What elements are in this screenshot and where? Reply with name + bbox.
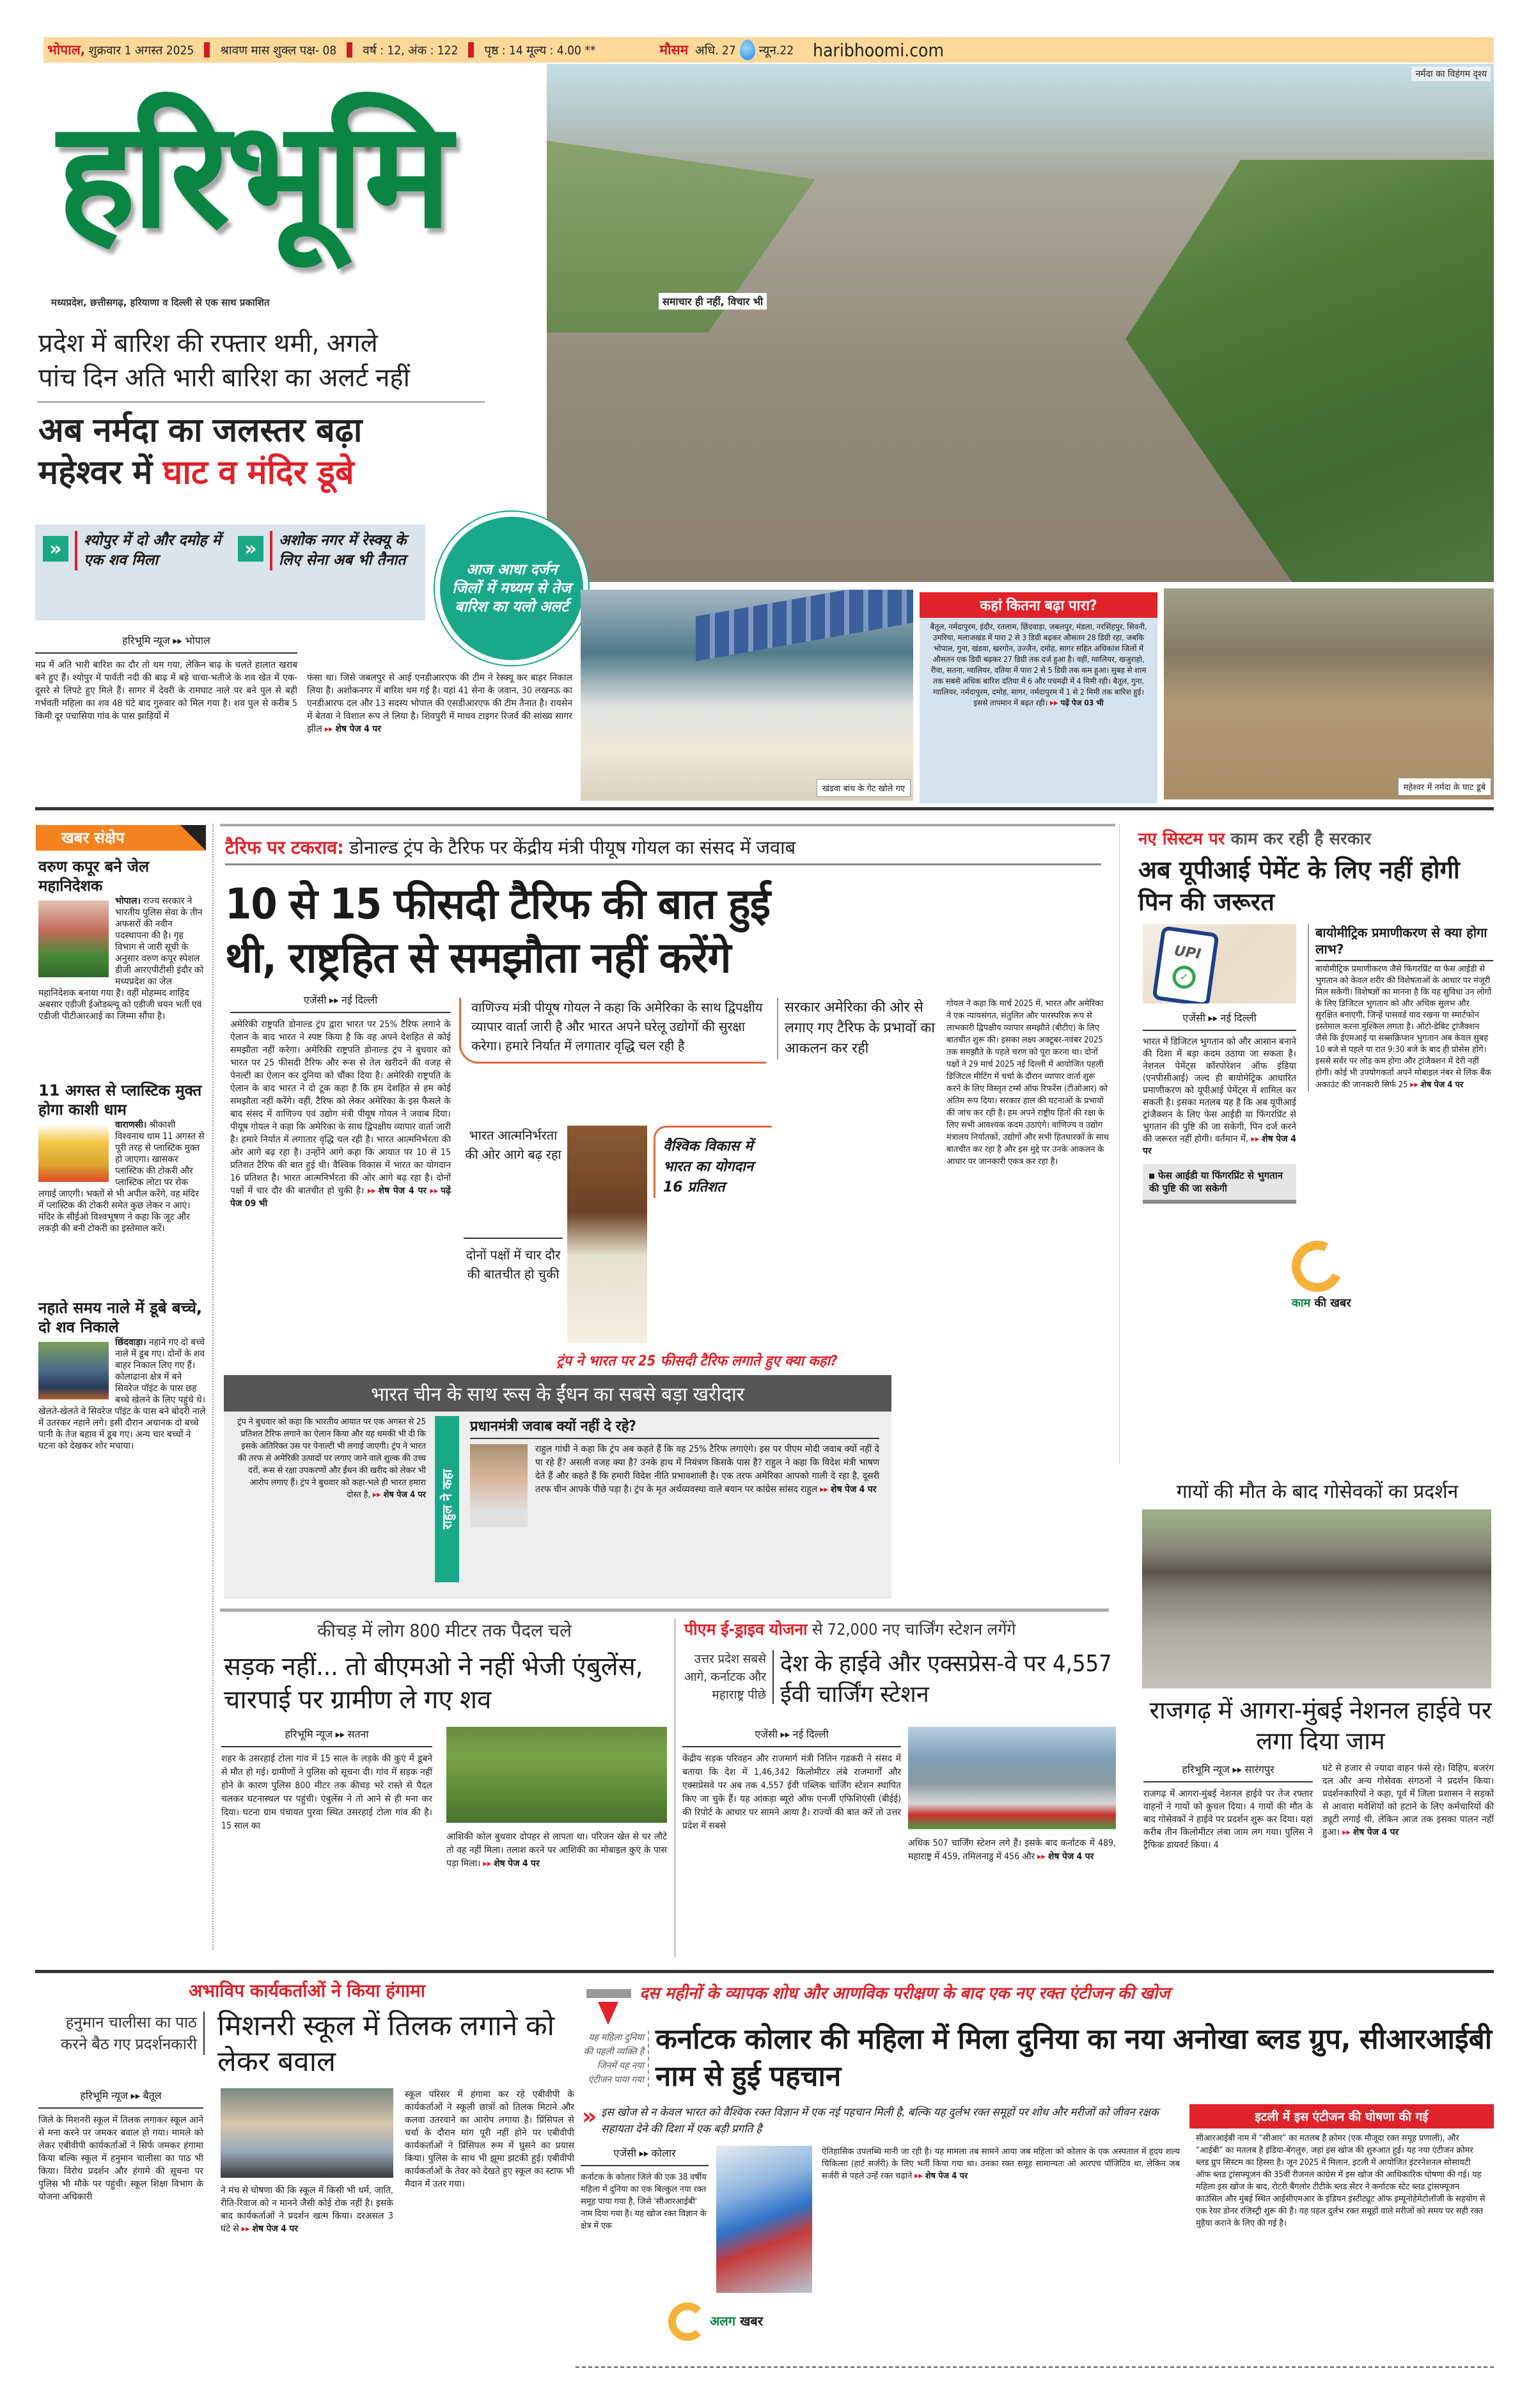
lead-headline-red: घाट व मंदिर डूबे [162,453,354,492]
headline-line2: थी, राष्ट्रहित से समझौता नहीं करेंगे [225,933,731,982]
goyal-quote: वाणिज्य मंत्री पीयूष गोयल ने कहा कि अमेरिका के साथ द्विपक्षीय व्यापार वार्ता जारी है और भारत अपने घरेलू उद्योगों की सुरक्षा करेगा। हमारे निर्यात में लगातार वृद्धि चल रही है [459,998,766,1064]
decor-bar [586,1989,631,1998]
separator [204,42,210,58]
blood-sample-photo [716,2146,812,2293]
ambulance-body-col1: शहर के उसरहाई टोला गांव में 15 साल के लड़के की कुएं में डूबने से मौत हो गई। ग्रामीणों ने पुलिस को सूचना दी। गांव में सड़क नहीं होने के कारण पुलिस 800 मीटर तक कीचड़ भरे रास्ते से पैदल चलकर घटनास्थल पर पहुंची। एंबुलेंस ने तो आने से ही मना कर दिया। घटना ग्राम पंचायत पुरवा स्थित उसरहाई टोला गांव की है। 15 साल का [221,1754,432,1831]
upi-photo [1143,924,1296,1003]
tariff-side [777,998,940,1059]
lead-body-col2: फंसा था। जिसे जबलपुर से आई एनडीआरएफ की टीम ने रेस्क्यू कर बाहर निकाल लिया है। अशोकनगर में बारिश थम गई है। यहां 41 सेना के जवान, 30 लखनऊ का एनडीआरफ दल और 13 सदस्य भोपाल की एसडीआरएफ की टीम तैनात है। रायसेन में बेतवा ने विशाल रूप ले लिया है। शिवपुरी में माधव टाइगर रिजर्व की सांख्य सागर झील [307,673,572,734]
cow-col2 [1322,1762,1494,1839]
byline: एजेंसी ▸▸ नई दिल्ली [1143,1011,1296,1031]
dashed-divider [576,2366,1494,2368]
subpoint [230,524,425,620]
blood-headline[interactable]: कर्नाटक कोलार की महिला में मिला दुनिया का नया अनोखा ब्लड ग्रुप, सीआरआईबी नाम से हुई पहचान [655,2023,1493,2093]
continued-link[interactable]: ▸▸ शेष पेज 4 पर [1410,1080,1463,1090]
column-divider [1119,824,1120,1463]
cow-headline[interactable]: राजगढ़ में आगरा-मुंबई नेशनल हाईवे पर लगा दिया जाम [1149,1696,1492,1755]
phone-icon [1152,925,1219,1003]
chevron-right-icon: » [238,536,263,562]
ev-kicker [684,1618,1116,1640]
school-body-col2: ने मंच से घोषणा की कि स्कूल में किसी भी धर्म, जाति, रीति-रिवाज को न मानने जैसी कोई रोक नहीं है। इसके बाद कार्यकर्ताओं ने प्रदर्शन खत्म किया। दरअसल 3 घंटे से [221,2185,393,2234]
tithi: श्रावण मास शुक्ल पक्ष- 08 [220,43,337,58]
school-col2 [221,2184,393,2235]
continued-link[interactable]: ▸▸ शेष पेज 4 पर [242,2224,298,2234]
dateline: छिंदवाड़ा। [115,1337,146,1348]
brief-item[interactable] [38,1081,206,1234]
ev-col1 [682,1727,901,1833]
pm-body: राहुल गांधी ने कहा कि ट्रंप अब कहते हैं कि वह 25% टैरिफ लगाएंगे। इस पर पीएम मोदी जवाब क्यों नहीं दे पा रहे हैं? असली वजह क्या है? उनके हाथ में नियंत्रण किसके पास है? राहुल ने कहा कि विदेश मंत्री भाषण देते हैं और कहते हैं कि हमारी विदेश नीति प्रभावशाली है। एक तरफ अमेरिका आपको गाली दे रहा है, दूसरी तरफ चीन आपके पीछे पड़ा है। ट्रंप के मृत अर्थव्यवस्था वाले बयान पर कांग्रेस सांसद राहुल [535,1444,879,1495]
photo-caption: महेश्वर में नर्मदा के घाट डूबे [1398,778,1491,796]
max-temp: अधि. 27 [695,43,736,58]
blood-side-headline: यह महिला दुनिया की पहली व्यक्ति है जिनमें यह नया एंटीजन पाया गया [579,2031,649,2087]
lead-kicker-line2: पांच दिन अति भारी बारिश का अलर्ट नहीं [38,363,411,393]
photo-caption: खंडवा बांध के गेट खोले गए [817,779,911,797]
school-body-col1: जिले के मिशनरी स्कूल में तिलक लगाकर स्कूल आने से मना करने पर जमकर बवाल हो गया। मामले को लेकर एबीवीपी कार्यकर्ताओं ने सिर्फ जमकर हंगामा किया बल्कि स्कूल में हनुमान चालीसा का पाठ भी किया। विरोध प्रदर्शन और हंगामे की सूचना पर पुलिस भी मौके पर पहुंची। स्कूल शिक्षा विभाग के योजना अधिकारी [38,2115,203,2202]
school-col3: स्कूल परिसर में हंगामा कर रहे एबीवीपी के कार्यकर्ताओं ने स्कूली छात्रों को तिलक मिटाने और कलवा उतरवाने का आरोप लगाया है। प्रिंसिपल से चर्चा के दौरान मांग पूरी नहीं होने पर एबीवीपी कार्यकर्ताओं ने प्रिंसिपल रूम में घुसने का प्रयास किया। पुलिस के साथ भी झूमा झटकी हुई। एबीवीपी कार्यकर्ताओं के तेवर को देखते हुए स्कूल का स्टाफ भी मैदान में उतर गया। [405,2089,574,2189]
continued-link[interactable]: ▸▸ पढ़ें पेज 03 भी [1050,698,1104,707]
subpoint [35,524,230,620]
continued-link[interactable]: ▸▸ शेष पेज 4 पर [914,2171,968,2181]
hero-caption: नर्मदा का विहंगम दृश्य [1411,67,1491,81]
lead-headline[interactable] [38,409,537,494]
upi-kicker [1138,826,1371,849]
website-link[interactable]: haribhoomi.com [813,39,944,61]
separator [347,42,352,58]
school-headline[interactable]: मिशनरी स्कूल में तिलक लगाने को लेकर बवाल [217,2010,555,2078]
label-black: की खबर [1310,1296,1351,1310]
temple-photo [38,1124,109,1182]
dateline: वाराणसी। [115,1120,147,1130]
continued-link[interactable]: ▸▸ शेष पेज 4 पर [368,1186,427,1196]
blood-body-col1: कर्नाटक के कोलार जिले की एक 38 वर्षीय महिला में दुनिया का एक बिल्कुल नया रक्त समूह पाया गया है, जिसे 'सीआरआईबी' नाम दिया गया है। यह खोज रक्त विज्ञान के क्षेत्र में एक [581,2173,707,2231]
ambulance-col2 [446,1830,667,1871]
continued-link[interactable]: ▸▸ शेष पेज 4 पर [1037,1852,1094,1862]
kicker-text: से 72,000 नए चार्जिंग स्टेशन लगेंगे [807,1620,1016,1639]
blood-kicker: दस महीनों के व्यापक शोध और आणविक परीक्षण के बाद एक नए रक्त एंटीजन की खोज [639,1984,1170,2003]
brief-body: राज्य सरकार ने भारतीय पुलिस सेवा के तीन अफसरों की नवीन पदस्थापना की है। गृह विभाग से जारी सूची के अनुसार वरुण कपूर स्पेशल डीजी आरएपीटीसी इंदौर को मध्यप्रदेश का जेल महानिदेशक बनाया गया है। वहीं मोहम्मद शाहिद अबसार एडीजी ईओडब्ल्यू को एडीजी चयन भर्ती एवं एडीजी पीटीआरआई का जिम्मा सौंपा है। [38,896,204,1021]
kaam-ki-khabar-label [1292,1295,1351,1310]
italy-box-body: सीआरआईबी नाम में “सीआर” का मतलब है क्रोमर (एक मौजूदा रक्त समूह प्रणाली), और “आईबी” का मतलब है इंडिया-बेंगलुरु, जहां इस खोज की शुरुआत हुई। यह नया एंटीजन क्रोमर ब्लड ग्रुप सिस्टम का हिस्सा है। जून 2025 में मिलान, इटली में आयोजित इंटरनेशनल सोसायटी ऑफ ब्लड ट्रांसफ्यूजन की 35वीं रीजनल कांग्रेस में इस खोज की आधिकारिक घोषणा की गई। यह महिला इस खोज के बाद, रोटरी बैंगलोर टीटीके ब्लड सेंटर ने कर्नाटक स्टेट ब्लड ट्रांसफ्यूजन काउंसिल और मुंबई स्थित आईसीएमआर के इंडियन इंस्टीट्यूट ऑफ इम्यूनोहेमेटोलॉजी के सहयोग से एक रेयर डोनर रजिस्ट्री शुरू की है। यह पहल दुर्लभ रक्त समूहों वाले मरीजों को समय पर सही रक्त मुहैया कराने के लिए की गई है। [1196,2134,1486,2228]
ev-body-col2: अधिक 507 चार्जिंग स्टेशन लगे हैं। इसके बाद कर्नाटक में 489, महाराष्ट्र में 459, तमिलनाडु में 456 और [908,1838,1116,1862]
brief-title: नहाते समय नाले में डूबे बच्चे, दो शव निकाले [38,1299,203,1336]
continued-link[interactable]: ▸▸ शेष पेज 4 पर [1342,1827,1399,1837]
school-side-headline: हनुमान चालीसा का पाठ करने बैठ गए प्रदर्शनकारी [38,2011,205,2055]
cow-body-col1: राजगढ़ में आगरा-मुंबई नेशनल हाईवे पर तेज रफ्तार वाहनों ने गायों को कुचल दिया। 4 गायों की मौत के बाद गोसेवकों ने हाईवे पर प्रदर्शन शुरू कर दिया। यहां करीब तीन किलोमीटर लंबा जाम लग गया। पुलिस ने ट्रैफिक डायवर्ट किया। 4 [1143,1789,1313,1850]
biometric-body: बायोमीट्रिक प्रमाणीकरण जैसे फिंगरप्रिंट या फेस आईडी से भुगतान को केवल शरीर की विशेषताओं के आधार पर मंजूरी मिल सकेगी। विशेषज्ञों का मानना है कि यह सुविधा उन लोगों के लिए डिजिटल भुगतान को और अधिक सुलभ और सुरक्षित बनाएगी, जिन्हें पासवर्ड याद रखना या स्मार्टफोन इस्तेमाल करना मुश्किल लगता है। ऑटो-डेबिट ट्रांजैक्शन जैसे कि ईएमआई या सब्सक्रिप्शन भुगतान अब केवल सुबह 10 बजे से पहले या रात 9:30 बजे के बाद ही प्रोसेस होंगे। इससे सर्वर पर लोड कम होगा और ट्रांजैक्शन में देरी नहीं होगी। कोई भी उपयोगकर्ता अपने मोबाइल नंबर से लिंक बैंक अकाउंट की जानकारी सिर्फ 25 [1315,964,1492,1090]
city: भोपाल, [47,42,85,58]
ambulance-body-col2: आशिकी कोल बुधवार दोपहर से लापता था। परिजन खेत से घर लौटे तो वह नहीं मिला। तलाश करने पर आशिकी का मोबाइल कुएं के पास पड़ा मिला। [446,1832,667,1869]
headline-line1: 10 से 15 फीसदी टैरिफ की बात हुई [225,879,771,929]
upi-headline[interactable]: अब यूपीआई पेमेंट के लिए नहीं होगी पिन की जरूरत [1138,856,1460,916]
cow-col1 [1143,1762,1313,1852]
ambulance-col1 [221,1727,432,1833]
lead-col1 [35,633,297,723]
lead-body-col1: मप्र में अति भारी बारिश का दौर तो थम गया, लेकिन बाढ़ के चलते हालात खराब बने हुए हैं। श्योपुर में पार्वती नदी की बाढ़ में बहे चाचा-भतीजे के शव खेत में एक-दूसरे से लिपटे हुए मिले हैं। सागर में देवरी के रामघाट नाले पर बने पुल से बही गर्भवती महिला का शव 48 घंटे बाद गुरुवार को मिल गया है। शव पुल से करीब 5 किमी दूर पचासिया गांव के पास झाड़ियों में [35,660,297,721]
ambulance-kicker: कीचड़ में लोग 800 मीटर तक पैदल चले [317,1620,572,1641]
slogan: समाचार ही नहीं, विचार भी [659,293,767,310]
brief-item[interactable] [38,1298,206,1452]
biometric-box [1308,924,1493,1091]
min-temp: न्यून.22 [758,43,794,58]
byline: हरिभूमि न्यूज ▸▸ सारंगपुर [1143,1762,1313,1782]
side-body: गोयल ने कहा कि मार्च 2025 में, भारत और अमेरिका ने एक न्यायसंगत, संतुलित और पारस्परिक रूप से लाभकारी द्विपक्षीय व्यापार समझौते (बीटीए) के लिए बातचीत शुरू की। इसका लक्ष्य अक्टूबर-नवंबर 2025 तक समझौते के पहले चरण को पूरा करना था। दोनों पक्षों ने 29 मार्च 2025 नई दिल्ली में आयोजित पहली डिजिटल मीटिंग में चर्चा के दौरान व्यापार वार्ता शुरू करने के लिए विस्तृत टर्म्स ऑफ रिफरेंस (टीओआर) को अंतिम रूप दिया। सरकार हाल की घटनाओं के प्रभावों की जांच कर रही है। हम अपने राष्ट्रीय हितों की रक्षा के लिए सभी आवश्यक कदम उठाएंगे। वाणिज्य व उद्योग मंत्रालय निर्यातकों, उद्योगों और सभी हितधारकों के साथ बातचीत कर रहा है और इस मुद्दे पर उनके आकलन के आधार पर जानकारी एकत्र कर रहा है। [946,999,1110,1167]
section-divider [220,1609,1109,1612]
tariff-body [230,993,451,1210]
russia-body: ट्रंप ने बुधवार को कहा कि भारतीय आयात पर एक अगस्त से 25 प्रतिशत टैरिफ लगाने का ऐलान किया और यह धमकी भी दी कि इसके अतिरिक्त उस पर पेनाल्टी भी लगाई जाएगी। ट्रंप ने भारत की तरफ से अमेरिकी उत्पादों पर लगाए जाने वाले शुल्क की उच्च दरों, रूस से रक्षा उपकरणों और ईंधन की खरीद को लेकर भी आरोप लगाए हैं। ट्रंप ने बुधवार को कहा-भले ही भारत हमारा दोस्त है, [237,1417,426,1500]
section-divider [35,1970,1494,1973]
russia-fuel-box [224,1375,891,1599]
upi-body-text: भारत में डिजिटल भुगतान को और आसान बनाने की दिशा में बड़ा कदम उठाया जा सकता है। नेशनल पेमेंट्स कॉरपोरेशन ऑफ इंडिया (एनपीसीआई) जल्द ही बायोमेट्रिक आधारित प्रमाणीकरण को यूपीआई पेमेंट्स में शामिल कर सकती है। इसका मतलब यह है कि अब यूपीआई ट्रांजैक्शन के लिए फेस आईडी या फिंगरप्रिंट से भुगतान की पुष्टि की जा सकेगी, पिन दर्ज करने की जरूरत नहीं होगी। वर्तमान में, [1143,1037,1296,1144]
byline: हरिभूमि न्यूज ▸▸ सतना [221,1727,432,1747]
rahul-gandhi-photo [470,1444,528,1527]
newspaper-logo[interactable]: हरिभूमि [58,90,448,261]
divider [220,824,1115,826]
temperature-box-title: कहां कितना बढ़ा पारा? [920,592,1157,618]
lead-headline-line1: अब नर्मदा का जलस्तर बढ़ा [38,411,363,450]
brief-title: 11 अगस्त से प्लास्टिक मुक्त होगा काशी धाम [38,1082,202,1119]
continued-link[interactable]: ▸▸ शेष पेज 4 पर [373,1490,426,1500]
brief-body: नहाने गए दो बच्चे नाले में डूब गए। दोनों के शव बाहर निकाल लिए गए हैं। कोलाढाना क्षेत्र में बने सिवरेज पॉइंट के पास छह बच्चे खेलने के लिए पहुंचे थे। खेलते-खेलते वे सिवरेज पॉइंट के पास बने बोदरी नाले में उतरकर नहाने लगे। इसी दौरान अचानक दो बच्चे पानी के तेज बहाव में डूब गए। अन्य चार बच्चों ने घटना को देखकर शोर मचाया। [38,1337,206,1451]
temperature-box [920,592,1157,803]
upi-logo: UPI [1173,943,1202,963]
cow-body-col2: घंटे से हजार से ज्यादा वाहन फंसे रहे। विहिप, बजरंग दल और अन्य गोसेवक संगठनों ने प्रदर्शन किया। प्रदर्शनकारियों ने कहा, पूर्व में जिला प्रशासन ने सड़कों से आवारा मवेशियों को हटाने के लिए कर्मचारियों की ड्यूटी लगाई थी, लेकिन आज तक इसका पालन नहीं हुआ। [1322,1763,1494,1837]
chevron-right-icon: » [43,536,68,562]
date: शुक्रवार 1 अगस्त 2025 [88,43,194,58]
byline: एजेंसी ▸▸ नई दिल्ली [682,1727,901,1747]
trump-question: ट्रंप ने भारत पर 25 फीसदी टैरिफ लगाते हुए क्या कहा? [556,1353,838,1369]
lead-col2 [307,672,572,736]
ev-col2 [908,1837,1116,1864]
upi-highlight-box [1143,1164,1296,1204]
drain-photo [38,1342,109,1399]
piyush-goyal-photo [567,1126,647,1343]
brief-item[interactable] [38,857,206,1022]
chevron-right-icon: » [582,2104,597,2130]
down-arrow-icon [598,2002,618,2025]
tariff-body-text: अमेरिकी राष्ट्रपति डोनाल्ड ट्रंप द्वारा भारत पर 25% टैरिफ लगाने के ऐलान के बाद भारत ने स्पष्ट किया है कि वह अपने देशहित से कोई समझौता नहीं करेगा। अमेरिकी राष्ट्रपति डोनाल्ड ट्रंप ने बुधवार को भारत पर 25 फीसदी टैरिफ और रूस से तेल खरीदने की वजह से पेनल्टी का ऐलान कर दुनिया को चौंका दिया है। अमेरिकी राष्ट्रपति के ऐलान के बाद भारत ने दो टूक कहा है कि हम देशहित से हम कोई समझौता नहीं करेंगे। वहीं, टैरिफ को लेकर अमेरिका के इस फैसले के बाद संसद में वाणिज्य एवं उद्योग मंत्री पीयूष गोयल ने जवाब दिया। पीयूष गोयल ने कहा कि अमेरिका के साथ द्विपक्षीय व्यापार वार्ता जारी है। हमारे निर्यात में लगातार वृद्धि चल रही है। भारत आत्मनिर्भरता की ओर आगे बढ़ रहा है। उन्होंने आगे कहा कि आयात पर 10 से 15 प्रतिशत टैरिफ की बात हुई थी। वैश्विक विकास में भारत का योगदान 16 प्रतिशत है। भारत आत्मनिर्भरता की ओर आगे बढ़ रहा है। दोनों पक्षों में चार दौर की बातचीत हो चुकी है। [230,1019,451,1196]
italy-box [1189,2104,1494,2230]
biometric-heading: बायोमीट्रिक प्रमाणीकरण से क्या होगा लाभ? [1315,924,1493,961]
bullet-icon [1149,1174,1154,1179]
quote-left-1: भारत आत्मनिर्भरता की ओर आगे बढ़ रहा [465,1128,561,1162]
tariff-headline[interactable] [225,877,1108,985]
tagline: मध्यप्रदेश, छत्तीसगढ़, हरियाणा व दिल्ली से एक साथ प्रकाशित [51,297,270,308]
pm-question-heading: प्रधानमंत्री जवाब क्यों नहीं दे रहे? [470,1416,879,1439]
check-circle-icon: ✓ [1171,964,1197,991]
byline: एजेंसी ▸▸ कोलार [581,2146,709,2166]
upi-body [1143,1011,1296,1204]
byline: एजेंसी ▸▸ नई दिल्ली [230,993,451,1013]
brief-title: वरुण कपूर बने जेल महानिदेशक [38,858,150,895]
rain-drop-icon [740,40,755,60]
label-black: खबर [735,2313,764,2329]
school-protest-photo [221,2088,393,2178]
lead-subpoints [35,524,425,620]
lead-kicker-line1: प्रदेश में बारिश की रफ्तार थमी, अगले [38,329,378,358]
ev-headline[interactable]: देश के हाईवे और एक्सप्रेस-वे पर 4,557 ईवी चार्जिंग स्टेशन [780,1651,1112,1708]
ev-side-headline: उत्तर प्रदेश सबसे आगे, कर्नाटक और महाराष्ट्र पीछे [681,1650,774,1704]
dam-photo [581,590,913,801]
ambulance-headline[interactable]: सड़क नहीं... तो बीएमओ ने नहीं भेजी एंबुलेंस, चारपाई पर ग्रामीण ले गए शव [224,1652,643,1715]
separator [468,42,474,58]
briefs-tag: खबर संक्षेप [36,825,206,851]
quote-left-2: दोनों पक्षों में चार दौर की बातचीत हो चुकी [464,1238,563,1284]
blood-body-col2: ऐतिहासिक उपलब्धि मानी जा रही है। यह मामला तब सामने आया जब महिला को कोलार के एक अस्पताल में हृदय शल्य चिकित्सा (हार्ट सर्जरी) के लिए भर्ती किया गया था। उनका रक्त समूह सामान्यतः ओ आरएच पॉजिटिव था, लेकिन जब सर्जरी से पहले उन्हें रक्त चढ़ाने [822,2147,1180,2181]
cow-protest-photo [1142,1509,1491,1688]
brief-body: श्रीकाशी विश्वनाथ धाम 11 अगस्त से पूरी तरह से प्लास्टिक मुक्त हो जाएगा। खासकर प्लास्टिक की टोकरी और प्लास्टिक लोटा पर रोक लगाई जाएगी। भक्तों से भी अपील करेंगे, वह मंदिर में प्लास्टिक की टोकरी समेत कुछ लेकर न आएं। मंदिर के सीईओ विश्वभूषण ने कहा कि जूट और लकड़ी की बनी टोकरी का इस्तेमाल करें। [38,1120,205,1234]
continued-link[interactable]: ▸▸ शेष पेज 4 पर [820,1484,876,1495]
continued-link[interactable]: ▸▸ शेष पेज 4 पर [1143,1134,1296,1156]
kaam-ki-khabar-ring [1285,1234,1351,1300]
school-kicker: अभाविप कार्यकर्ताओं ने किया हंगामा [188,1980,426,2001]
maheshwar-photo [1164,588,1494,799]
alag-khabar-ring [668,2302,707,2341]
label-green: अलग [710,2313,736,2329]
label-green: काम [1292,1296,1311,1310]
lead-headline-line2: महेश्वर में [38,453,163,492]
school-col1 [38,2088,203,2203]
temperature-box-body: बैतूल, नर्मदापुरम, इंदौर, रतलाम, छिंदवाड़ा, जबलपुर, मंडला, नरसिंहपुर, सिवनी, उमरिया, मलाजखंड में पारा 2 से 3 डिग्री बढ़कर औसतन 28 डिग्री रहा, जबकि भोपाल, गुना, खंडवा, खरगोन, उज्जैन, दमोह, सागर सहित अधिकांश जिलों में औसतन एक डिग्री बढ़कर 27 डिग्री तक दर्ज हुआ है। वहीं, ग्वालियर, खजुराहो, रीवा, सतना, ग्वालियर, दतिया में पारा 2 से 5 डिग्री तक कम हुआ। सुबह से शाम तक सबसे अधिक बारिश दतिया में 6 और पचमढ़ी में 4 मिमी रही। बैतूल, गुना, ग्वालियर, नर्मदापुरम, दमोह, सागर, नर्मदापुरम में 1 से 2 मिमी तक बारिश हुई। इससे तापमान में बढ़त रही। [930,622,1147,707]
dateline: भोपाल। [115,896,141,906]
side-headline: सरकार अमेरिका की ओर से लगाए गए टैरिफ के प्रभावों का आकलन कर रही [777,998,940,1059]
cow-photo-heading: गायों की मौत के बाद गोसेवकों का प्रदर्शन [1176,1481,1459,1503]
russia-bar-title: भारत चीन के साथ रूस के ईंधन का सबसे बड़ा खरीदार [224,1375,891,1412]
highlight-text: फेस आईडी या फिंगरप्रिंट से भुगतान की पुष्टि की जा सकेगी [1149,1170,1283,1194]
blood-col2 [822,2146,1180,2182]
volume: वर्ष : 12, अंक : 122 [363,43,459,58]
masthead-info-bar [43,37,1494,63]
photo-land-right [1033,160,1494,582]
dam-gates [696,590,913,661]
kicker-text: डोनाल्ड ट्रंप के टैरिफ पर केंद्रीय मंत्री पीयूष गोयल का संसद में जवाब [343,837,796,858]
kicker-text: काम कर रही है सरकार [1225,830,1372,849]
yellow-alert-badge: आज आधा दर्जन जिलों में मध्यम से तेज बारिश का यलो अलर्ट [435,512,588,665]
ev-charging-photo [908,1727,1116,1829]
kicker-red: टैरिफ पर टकराव: [225,837,344,858]
blood-subhead: इस खोज से न केवल भारत को वैश्विक रक्त विज्ञान में एक नई पहचान मिली है, बल्कि यह दुर्लभ रक्त समूहों पर शोध और मरीजों को जीवन रक्षक सहायता देने की दिशा में एक बड़ी प्रगति है [601,2106,1159,2136]
byline: हरिभूमि न्यूज ▸▸ भोपाल [35,633,297,654]
global-share-quote: वैश्विक विकास में भारत का योगदान 16 प्रतिशत [654,1126,772,1198]
lead-kicker [38,326,486,395]
italy-box-title: इटली में इस एंटीजन की घोषणा की गई [1189,2104,1494,2129]
blood-col1 [581,2146,709,2232]
subpoint-text: अशोक नगर में रेस्क्यू के लिए सेना अब भी तैनात [270,531,418,571]
pages-price: पृष्ठ : 14 मूल्य : 4.00 ** [484,43,596,58]
continued-link[interactable]: ▸▸ शेष पेज 4 पर [483,1859,540,1869]
column-divider [212,824,214,1949]
police-hq-photo [38,901,109,977]
subpoint-text: श्योपुर में दो और दमोह में एक शव मिला [75,531,223,571]
byline: हरिभूमि न्यूज ▸▸ बैतूल [38,2088,203,2109]
tariff-kicker [225,835,1101,865]
continued-link[interactable]: ▸▸ शेष पेज 4 पर [325,724,381,734]
weather-label: मौसम [659,42,689,58]
kicker-red: नए सिस्टम पर [1138,830,1225,849]
villagers-carrying-body-photo [446,1727,667,1823]
ev-body-col1: केंद्रीय सड़क परिवहन और राजमार्ग मंत्री नितिन गडकरी ने संसद में बताया कि देश में 1,46,342 किलोमीटर लंबे राजमार्गों और एक्सप्रेसवे पर अब तक 4,557 ईवी पब्लिक चार्जिंग स्टेशन स्थापित किए जा चुके हैं। यह आंकड़ा ब्यूरो ऑफ एनर्जी एफिशिएंसी (बीईई) की रिपोर्ट के आधार पर सामने आया है। राज्यों की बात करें तो उत्तर प्रदेश में सबसे [682,1754,901,1831]
continued-link[interactable]: ▸▸ पढ़ें पेज 09 भी [230,1186,451,1209]
alag-khabar-label [710,2312,763,2329]
narmada-aerial-photo [547,64,1494,582]
kicker-red: पीएम ई-ड्राइव योजना [684,1620,808,1639]
section-divider [35,807,1494,810]
rahul-said-tag: राहुल ने कहा [435,1416,459,1582]
